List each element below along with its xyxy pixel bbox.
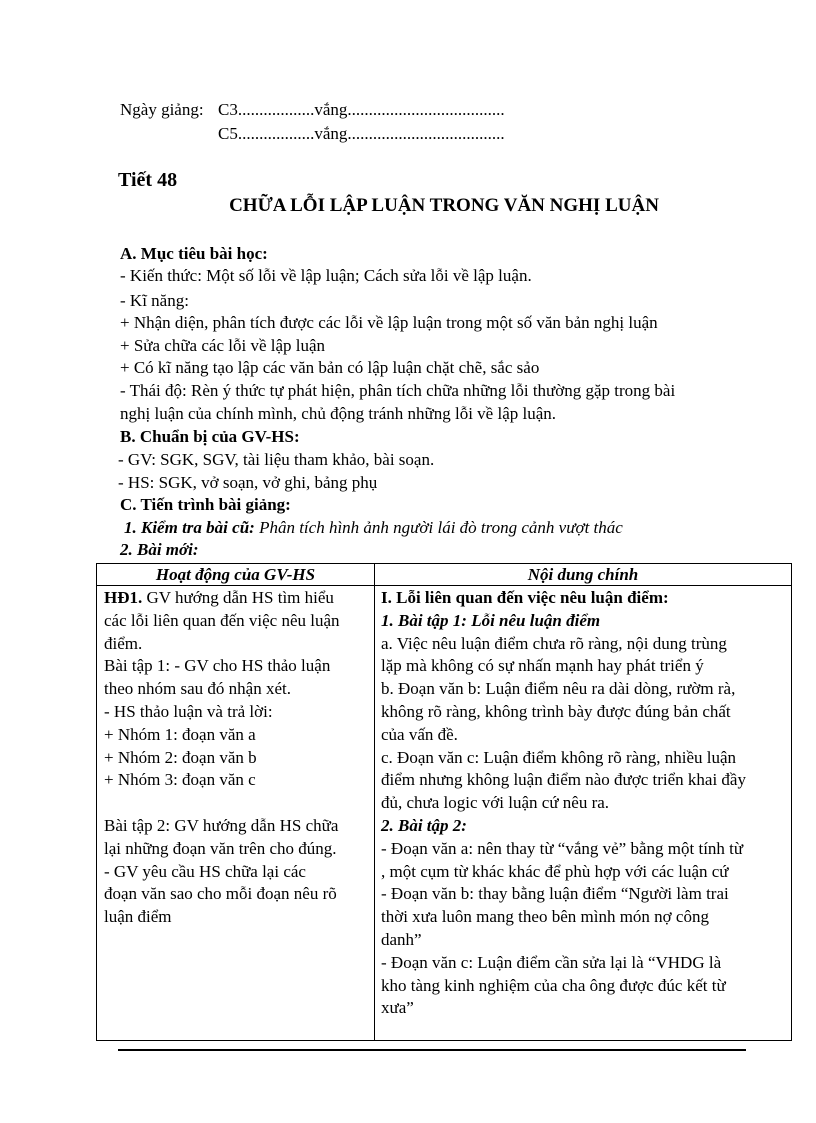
section-b-line: - GV: SGK, SGV, tài liệu tham khảo, bài soạn. [118,450,435,469]
section-a-line: - Kĩ năng: [120,291,189,310]
activity-line: Bài tập 2: GV hướng dẫn HS chữa [104,815,339,835]
content-line: của vấn đề. [381,724,458,744]
check-label: 1. Kiểm tra bài cũ: [124,518,255,537]
exercise-2-title: 2. Bài tập 2: [381,815,467,835]
content-section-title: I. Lỗi liên quan đến việc nêu luận điểm: [381,588,669,607]
column-header-activities: Hoạt động của GV-HS [155,565,316,584]
section-a-line: - Thái độ: Rèn ý thức tự phát hiện, phân tích chữa những lỗi thường gặp trong bài [120,381,676,400]
activity-line: + Nhóm 3: đoạn văn c [104,770,256,790]
section-b-line: - HS: SGK, vở soạn, vở ghi, bảng phụ [118,473,378,492]
content-line: b. Đoạn văn b: Luận điểm nêu ra dài dòng, rườm rà, [381,679,736,699]
lesson-table [96,563,792,1041]
activity-line: + Nhóm 1: đoạn văn a [104,724,256,744]
section-a-line: - Kiến thức: Một số lỗi về lập luận; Cách sửa lỗi về lập luận. [120,266,532,285]
content-line: điểm nhưng không luận điểm nào được triển khai đầy [381,770,746,790]
check-text: Phân tích hình ảnh người lái đò trong cảnh vượt thác [254,518,623,537]
activity-line: điểm. [104,633,143,653]
exercise-1-title: 1. Bài tập 1: Lỗi nêu luận điểm [381,610,601,630]
header-divider [97,585,791,586]
activity-line: đoạn văn sao cho mỗi đoạn nêu rõ [104,884,337,904]
page-title: CHỮA LỖI LẬP LUẬN TRONG VĂN NGHỊ LUẬN [229,195,659,216]
content-line: - Đoạn văn a: nên thay từ “vắng vẻ” bằng một tính từ [381,838,744,858]
section-b-heading: B. Chuẩn bị của GV-HS: [120,427,300,446]
content-line: đủ, chưa logic với luận cứ nêu ra. [381,793,610,813]
class-c5-absence: C5..................vắng..................................... [218,124,505,143]
new-lesson-label: 2. Bài mới: [120,540,199,559]
activity-line: Bài tập 1: - GV cho HS thảo luận [104,656,331,676]
activity-line: + Nhóm 2: đoạn văn b [104,747,257,767]
activity-spacer [104,792,367,815]
column-divider [374,564,375,1040]
content-line: - Đoạn văn c: Luận điểm cần sửa lại là “VHDG là [381,952,722,972]
activity-line: theo nhóm sau đó nhận xét. [104,679,291,699]
activities-cell [104,587,367,929]
content-line: không rõ ràng, không trình bày được đúng bản chất [381,701,731,721]
content-line: c. Đoạn văn c: Luận điểm không rõ ràng, nhiều luận [381,747,737,767]
content-line: lặp mà không có sự nhấn mạnh hay phát triển ý [381,656,704,676]
section-a-line: + Có kĩ năng tạo lập các văn bản có lập luận chặt chẽ, sắc sảo [120,358,540,377]
content-line: a. Việc nêu luận điểm chưa rõ ràng, nội dung trùng [381,633,727,653]
content-line: xưa” [381,998,414,1018]
section-a-line: + Nhận diện, phân tích được các lỗi về lập luận trong một số văn bản nghị luận [120,313,658,332]
content-line: , một cụm từ khác khác để phù hợp với các luận cứ [381,861,729,881]
bottom-rule [118,1049,746,1051]
section-a-line: nghị luận của chính mình, chủ động tránh những lỗi về lập luận. [120,404,557,423]
section-c-heading: C. Tiến trình bài giảng: [120,495,291,514]
content-line: thời xưa luôn mang theo bên mình món nợ công [381,907,709,927]
column-header-content: Nội dung chính [527,565,639,584]
content-line: danh” [381,929,422,949]
hd1-text: GV hướng dẫn HS tìm hiểu [142,588,334,607]
content-line: kho tàng kinh nghiệm của cha ông được đúc kết từ [381,975,726,995]
section-a-heading: A. Mục tiêu bài học: [120,244,268,263]
lesson-number: Tiết 48 [118,169,178,191]
class-c3-absence: C3..................vắng..................................... [218,100,505,119]
content-line: - Đoạn văn b: thay bằng luận điểm “Người làm trai [381,884,729,904]
activity-line: - GV yêu cầu HS chữa lại các [104,861,306,881]
activity-line: các lỗi liên quan đến việc nêu luận [104,610,340,630]
section-a-line: + Sửa chữa các lỗi về lập luận [120,336,326,355]
check-old-lesson [124,517,623,538]
date-label: Ngày giảng: [120,100,204,119]
hd1-label: HĐ1. [104,588,143,607]
activity-line [104,587,367,610]
content-cell [381,587,787,1020]
activity-line: lại những đoạn văn trên cho đúng. [104,838,337,858]
activity-line: - HS thảo luận và trả lời: [104,701,273,721]
activity-line: luận điểm [104,907,172,927]
